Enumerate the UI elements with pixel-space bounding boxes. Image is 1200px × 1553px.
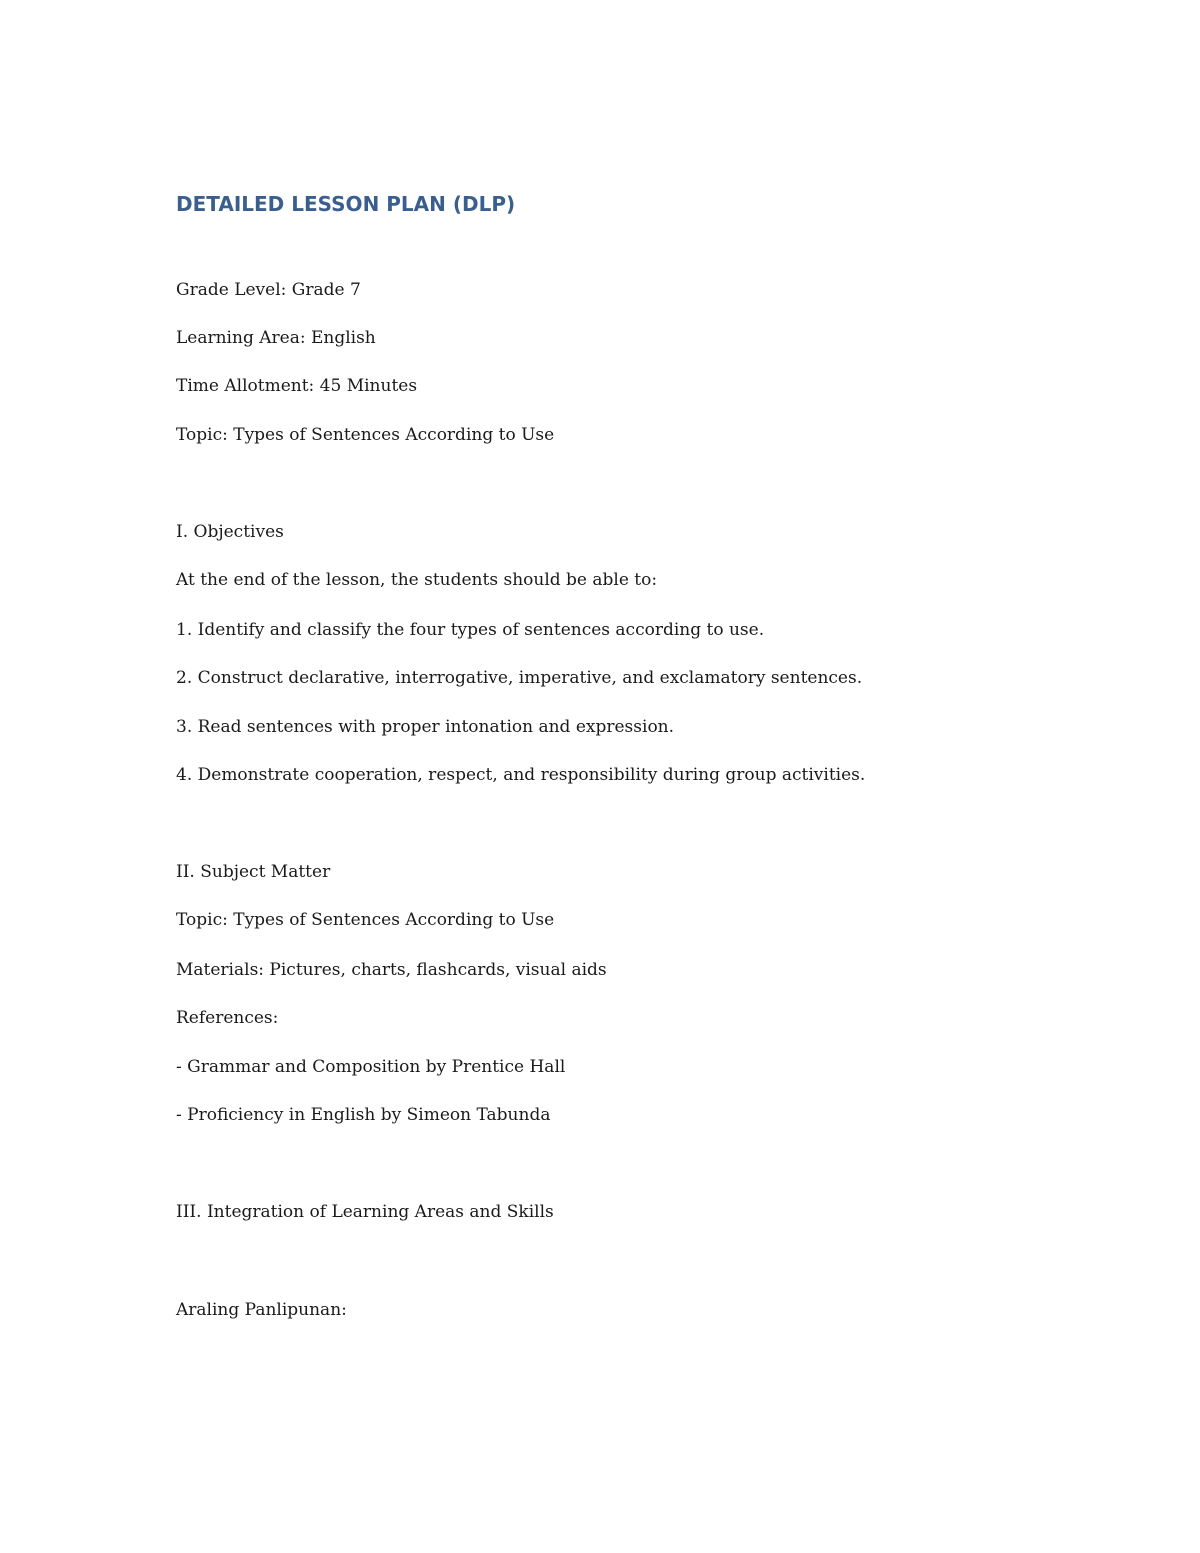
learning-area-line: Learning Area: English bbox=[176, 328, 376, 348]
objective-item: 2. Construct declarative, interrogative, imperative, and exclamatory sentences. bbox=[176, 668, 863, 688]
reference-item: - Grammar and Composition by Prentice Hall bbox=[176, 1057, 566, 1077]
reference-item: - Proficiency in English by Simeon Tabunda bbox=[176, 1105, 551, 1125]
subject-matter-topic: Topic: Types of Sentences According to Use bbox=[176, 910, 555, 930]
objectives-heading: I. Objectives bbox=[176, 522, 284, 542]
objective-item: 4. Demonstrate cooperation, respect, and responsibility during group activities. bbox=[176, 765, 866, 785]
time-allotment-line: Time Allotment: 45 Minutes bbox=[176, 376, 418, 396]
integration-heading: III. Integration of Learning Areas and Skills bbox=[176, 1202, 554, 1222]
araling-panlipunan-line: Araling Panlipunan: bbox=[176, 1300, 347, 1320]
subject-matter-heading: II. Subject Matter bbox=[176, 862, 331, 882]
objectives-intro: At the end of the lesson, the students should be able to: bbox=[176, 570, 658, 590]
objective-item: 1. Identify and classify the four types of sentences according to use. bbox=[176, 620, 765, 640]
references-label: References: bbox=[176, 1008, 279, 1028]
objective-item: 3. Read sentences with proper intonation and expression. bbox=[176, 717, 675, 737]
grade-level-line: Grade Level: Grade 7 bbox=[176, 280, 361, 300]
topic-line: Topic: Types of Sentences According to Use bbox=[176, 425, 555, 445]
materials-line: Materials: Pictures, charts, flashcards, visual aids bbox=[176, 960, 607, 980]
document-title: DETAILED LESSON PLAN (DLP) bbox=[176, 192, 516, 216]
